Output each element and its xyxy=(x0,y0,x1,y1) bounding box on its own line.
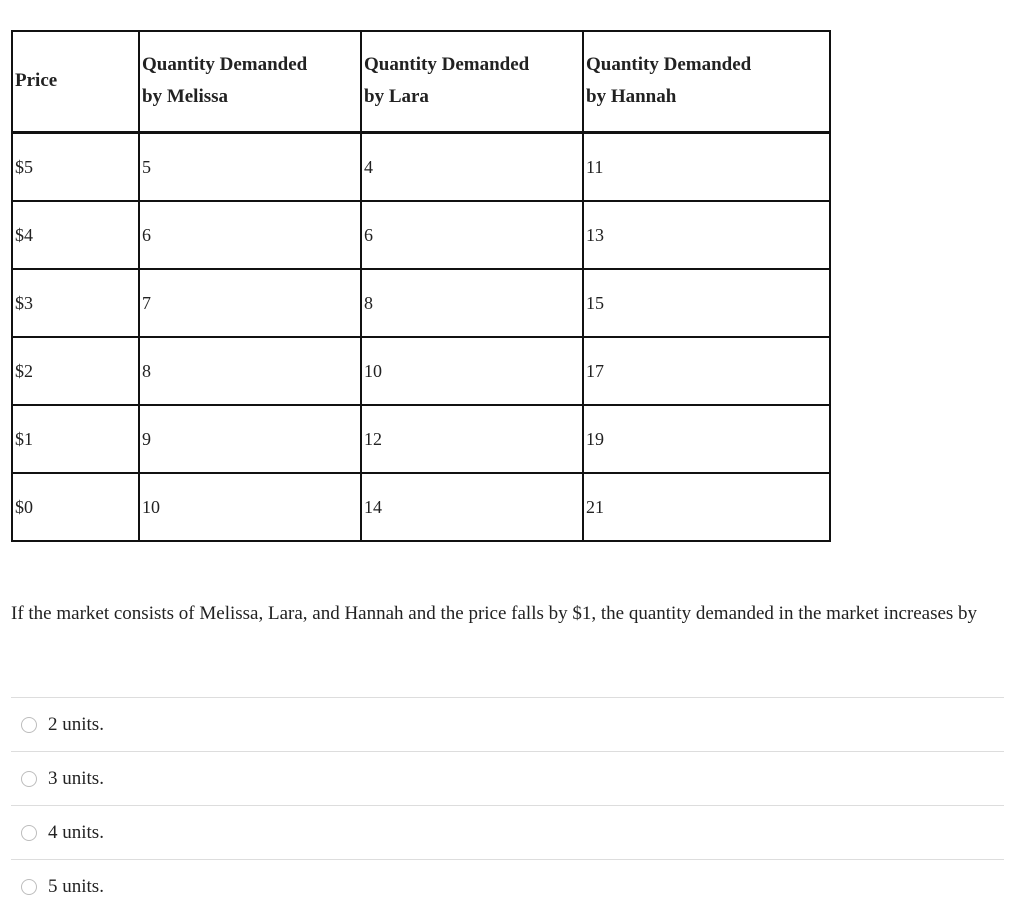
hannah-cell: 11 xyxy=(583,133,830,202)
header-hannah-text: Quantity Demanded by Hannah xyxy=(586,53,752,107)
radio-button-icon[interactable] xyxy=(21,717,37,733)
table-row xyxy=(12,269,830,337)
radio-button-icon[interactable] xyxy=(21,771,37,787)
price-cell: $4 xyxy=(12,201,139,269)
radio-button-icon[interactable] xyxy=(21,825,37,841)
melissa-cell: 8 xyxy=(139,337,361,405)
table-row xyxy=(12,405,830,473)
price-cell: $5 xyxy=(12,133,139,202)
hannah-cell: 19 xyxy=(583,405,830,473)
table-row xyxy=(12,473,830,541)
lara-cell: 10 xyxy=(361,337,583,405)
table-header-row xyxy=(12,31,830,133)
lara-cell: 6 xyxy=(361,201,583,269)
lara-cell: 14 xyxy=(361,473,583,541)
answer-option-label: 4 units. xyxy=(48,821,104,843)
melissa-cell: 5 xyxy=(139,133,361,202)
answer-option-label: 2 units. xyxy=(48,713,104,735)
answer-option-4-units[interactable] xyxy=(11,805,1004,859)
melissa-cell: 7 xyxy=(139,269,361,337)
price-cell: $3 xyxy=(12,269,139,337)
radio-button-icon[interactable] xyxy=(21,879,37,895)
hannah-cell: 21 xyxy=(583,473,830,541)
table-row xyxy=(12,133,830,202)
answer-options xyxy=(11,697,1004,913)
price-cell: $1 xyxy=(12,405,139,473)
demand-schedule-table xyxy=(11,30,831,542)
hannah-cell: 13 xyxy=(583,201,830,269)
answer-option-5-units[interactable] xyxy=(11,859,1004,913)
hannah-cell: 15 xyxy=(583,269,830,337)
header-lara-text: Quantity Demanded by Lara xyxy=(364,53,530,107)
answer-option-label: 5 units. xyxy=(48,875,104,897)
lara-cell: 12 xyxy=(361,405,583,473)
table-row xyxy=(12,201,830,269)
price-cell: $2 xyxy=(12,337,139,405)
answer-option-2-units[interactable] xyxy=(11,697,1004,751)
melissa-cell: 9 xyxy=(139,405,361,473)
price-cell: $0 xyxy=(12,473,139,541)
header-melissa-text: Quantity Demanded by Melissa xyxy=(142,53,308,107)
lara-cell: 4 xyxy=(361,133,583,202)
melissa-cell: 10 xyxy=(139,473,361,541)
question-text: If the market consists of Melissa, Lara, and Hannah and the price falls by $1, the quantity demanded in the market increases by xyxy=(11,603,978,624)
hannah-cell: 17 xyxy=(583,337,830,405)
melissa-cell: 6 xyxy=(139,201,361,269)
table-row xyxy=(12,337,830,405)
header-melissa xyxy=(139,31,361,133)
header-price: Price xyxy=(12,31,139,133)
answer-option-3-units[interactable] xyxy=(11,751,1004,805)
header-hannah xyxy=(583,31,830,133)
answer-option-label: 3 units. xyxy=(48,767,104,789)
header-lara xyxy=(361,31,583,133)
lara-cell: 8 xyxy=(361,269,583,337)
